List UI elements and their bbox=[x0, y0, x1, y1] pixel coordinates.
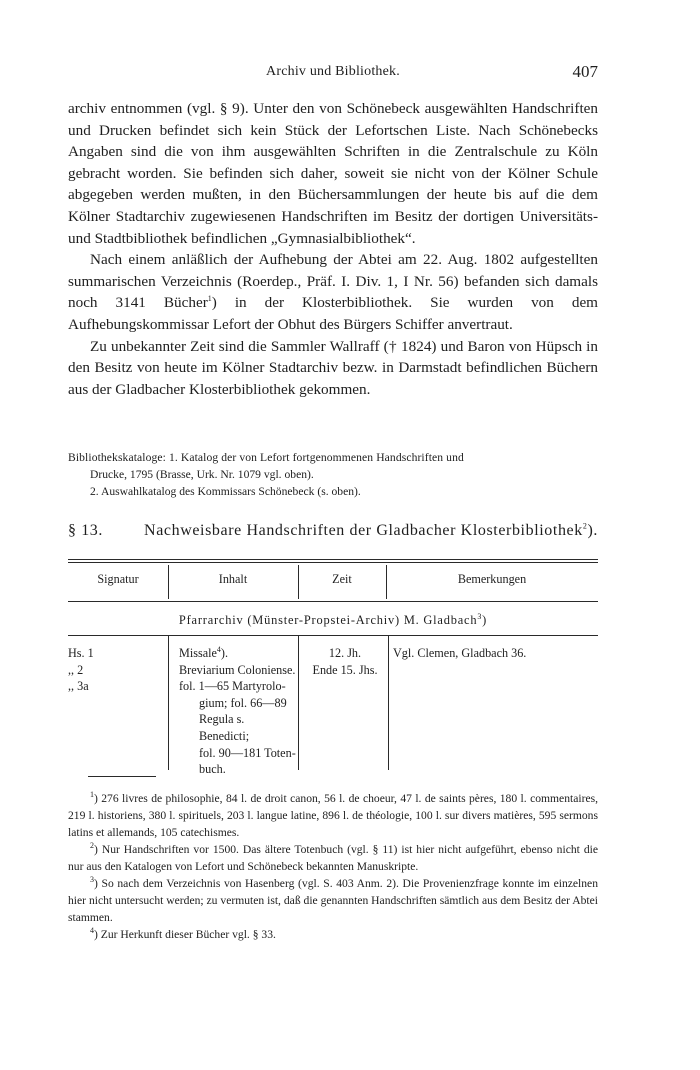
header-bottom-rule bbox=[68, 601, 598, 602]
section-title-words: Nachweisbare Handschriften der Gladbacher Klosterbibliothek bbox=[144, 522, 583, 539]
inhalt-line: buch. bbox=[199, 762, 226, 777]
inhalt-line: Breviarium Coloniense. bbox=[179, 662, 296, 677]
column-divider bbox=[298, 636, 299, 770]
footnote-text: ) So nach dem Verzeichnis von Hasenberg (vgl. S. 403 Anm. 2). Die Provenienzfrage konnte im einzelnen hier nicht untersucht werden; zu vermuten ist, daß die genannten Handschriften sämtlich aus dem Besitz der Abtei stammen. bbox=[68, 877, 598, 924]
body-text bbox=[68, 98, 598, 400]
catalog-line-2: Drucke, 1795 (Brasse, Urk. Nr. 1079 vgl. oben). bbox=[90, 468, 314, 481]
catalog-line-3: 2. Auswahlkatalog des Kommissars Schönebeck (s. oben). bbox=[90, 485, 361, 498]
footnote-ref-3: 3 bbox=[477, 611, 483, 621]
catalog-line-1: Bibliothekskataloge: 1. Katalog der von Lefort fortgenommenen Handschriften und bbox=[68, 451, 464, 464]
inhalt-missale bbox=[179, 645, 297, 662]
paragraph-3: Zu unbekannter Zeit sind die Sammler Wallraff († 1824) und Baron von Hüpsch in den Besitz von heute im Kölner Stadtarchiv bezw. in Darmstadt befindlichen Büchern aus der Gladbacher Klosterbibliothek gekommen. bbox=[68, 337, 598, 398]
paragraph-1: archiv entnommen (vgl. § 9). Unter den von Schönebeck ausgewählten Handschriften und Drucken befindet sich kein Stück der Lefortschen Liste. Nach Schönebecks Angaben sind die von ihm ausgewählten Schriften in die Zentralschule zu Köln gebracht worden. Sie befinden sich daher, soweit sie nicht von der Kölner Schule abgegeben werden mußten, in den Büchersammlungen der heute bis auf die dem Kölner Stadtarchiv zugewiesenen Handschriften im Besitz der dortigen Universitäts- und Stadtbibliothek befindlichen „Gymnasialbibliothek“. bbox=[68, 100, 598, 247]
footnote-ref-4: 4 bbox=[216, 644, 221, 654]
zeit-cell: 12. Jh. bbox=[328, 646, 362, 660]
section-number: § 13. bbox=[68, 522, 103, 539]
signature-column bbox=[68, 645, 94, 695]
footnote-1 bbox=[68, 790, 598, 841]
section-title-text bbox=[144, 522, 598, 540]
zeit-column bbox=[302, 645, 388, 678]
archive-rule bbox=[68, 635, 598, 636]
footnote-4 bbox=[68, 926, 598, 943]
column-divider bbox=[388, 636, 389, 770]
footnote-ref-1: 1 bbox=[207, 294, 212, 304]
header-divider bbox=[386, 565, 387, 599]
footnote-3 bbox=[68, 875, 598, 926]
header-bemerkungen: Bemerkungen bbox=[457, 572, 527, 586]
header-divider bbox=[298, 565, 299, 599]
inhalt-column bbox=[179, 645, 297, 778]
inhalt-line: Regula s. Benedicti; bbox=[199, 712, 250, 743]
footnotes bbox=[68, 790, 598, 943]
footnote-mark: 3 bbox=[90, 875, 94, 885]
inhalt-line: fol. 90—181 Toten- bbox=[199, 745, 296, 760]
signature-cell: ,, 2 bbox=[68, 662, 84, 677]
header-signatur: Signatur bbox=[97, 572, 139, 586]
footnote-ref-2: 2 bbox=[582, 521, 588, 531]
table-top-rule-2 bbox=[68, 562, 598, 563]
footnote-text: ) Nur Handschriften vor 1500. Das ältere Totenbuch (vgl. § 11) ist hier nicht aufgeführt, ebenso nicht die nur aus den Katalogen von Lefort und Schönebeck bekannten Manuskripte. bbox=[68, 843, 598, 873]
page-header bbox=[68, 64, 598, 86]
footnote-text: ) 276 livres de philosophie, 84 l. de droit canon, 56 l. de choeur, 47 l. de saints pères, 180 l. commentaires, 219 l. historiens, 380 l. spirituels, 203 l. langue latine, 896 l. de théologie, 100 l. sur divers matières, 595 sermons latins et allemands, 105 catechismes. bbox=[68, 792, 598, 839]
archive-close: ) bbox=[482, 613, 488, 627]
archive-name: Pfarrarchiv (Münster-Propstei-Archiv) M. Gladbach bbox=[178, 613, 478, 627]
inhalt-missale-text: Missale bbox=[179, 646, 217, 660]
table-top-rule bbox=[68, 559, 598, 560]
column-divider bbox=[168, 636, 169, 770]
footnote-mark: 1 bbox=[90, 790, 94, 800]
signature-cell: Hs. 1 bbox=[68, 646, 94, 660]
paragraph-2-text-a: Nach einem anläßlich der Aufhebung der Abtei am 22. Aug. 1802 aufgestellten summarischen Verzeichnis (Roerdep., Präf. I. Div. 1, I Nr. 56) befanden sich damals noch 3141 Bücher bbox=[68, 251, 598, 312]
bemerkungen-cell: Vgl. Clemen, Gladbach 36. bbox=[393, 646, 527, 660]
page-number: 407 bbox=[572, 62, 598, 81]
paragraph-2-text-b: ) in der Klosterbibliothek. Sie wurden von dem Aufhebungskommissar Lefort der Obhut des Bürgers Schiffer anvertraut. bbox=[68, 294, 598, 333]
inhalt-missale-close: ). bbox=[220, 646, 229, 660]
bemerkungen-column bbox=[393, 645, 526, 662]
section-heading bbox=[68, 522, 598, 540]
section-title-close: ). bbox=[587, 522, 598, 539]
archive-heading bbox=[68, 613, 598, 628]
header-divider bbox=[168, 565, 169, 599]
inhalt-line: fol. 1—65 Martyrolo- bbox=[179, 679, 286, 694]
footnote-mark: 2 bbox=[90, 841, 94, 851]
footnote-2 bbox=[68, 841, 598, 875]
signature-cell: ,, 3a bbox=[68, 679, 89, 694]
paragraph-2 bbox=[68, 249, 598, 335]
footnote-rule bbox=[88, 776, 156, 777]
footnote-text: ) Zur Herkunft dieser Bücher vgl. § 33. bbox=[94, 928, 276, 941]
catalog-note bbox=[68, 449, 598, 500]
footnote-mark: 4 bbox=[90, 926, 94, 936]
header-inhalt: Inhalt bbox=[218, 572, 248, 586]
running-head: Archiv und Bibliothek. bbox=[266, 64, 400, 79]
zeit-cell: Ende 15. Jhs. bbox=[312, 662, 378, 677]
header-zeit: Zeit bbox=[332, 572, 352, 586]
inhalt-line: gium; fol. 66—89 bbox=[199, 695, 287, 710]
